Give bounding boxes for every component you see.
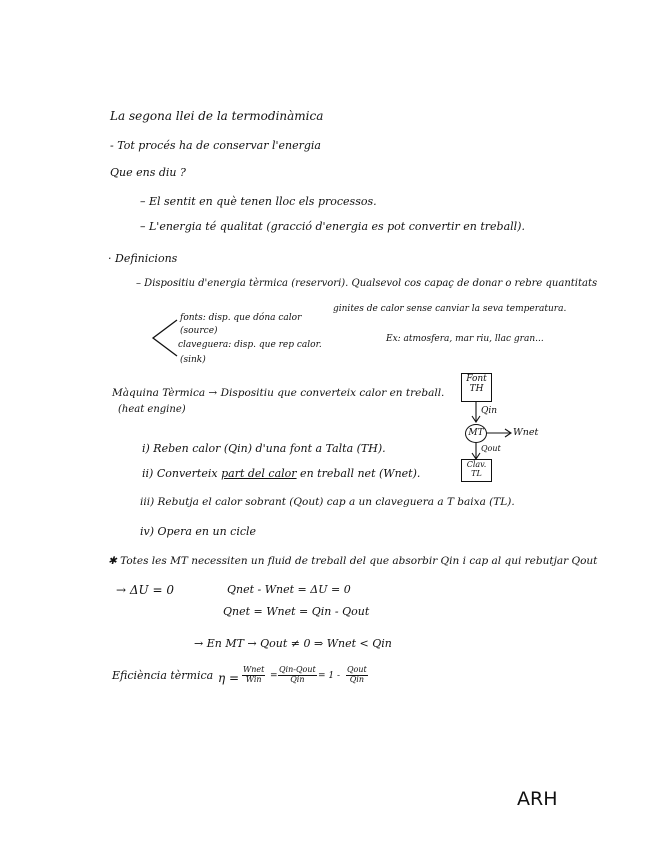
hot-source-temp: TH <box>469 384 484 395</box>
item-two-underlined: part del calor <box>221 467 297 480</box>
efficiency-symbol: η = <box>218 671 240 685</box>
definition-continued: ginites de calor sense canviar la seva temperatura. <box>333 304 567 314</box>
net-work-label: Wnet <box>513 427 539 438</box>
item-two-end: en treball net (Wnet). <box>296 467 421 480</box>
hot-source-label: Font <box>466 374 487 384</box>
fraction-heat-denominator: Qin <box>290 674 305 684</box>
hot-source-box <box>461 373 492 402</box>
question-line: Que ens diu ? <box>110 166 186 179</box>
author-initials: ARH <box>517 788 558 810</box>
delta-u-equation: → ΔU = 0 <box>116 583 174 597</box>
item-one: i) Reben calor (Qin) d'una font a Talta (TH). <box>142 442 386 455</box>
fraction-work-denominator: Win <box>245 674 262 684</box>
net-work-equation: Qnet = Wnet = Qin - Qout <box>223 605 370 618</box>
definition-reservoir: – Dispositiu d'energia tèrmica (reservori). Qualsevol cos capaç de donar o rebre quantitats <box>136 278 598 289</box>
efficiency-one-minus: = 1 - <box>318 671 341 681</box>
energy-conservation-line: - Tot procés ha de conservar l'energia <box>110 139 321 152</box>
fraction-heat-numerator: Qin-Qout <box>279 665 316 674</box>
heat-out-label: Qout <box>481 444 501 453</box>
fraction-ratio-denominator: Qin <box>349 674 365 684</box>
heat-engine-inequality: → En MT → Qout ≠ 0 ⇒ Wnet < Qin <box>194 637 392 650</box>
first-law-equation: Qnet - Wnet = ΔU = 0 <box>227 583 351 596</box>
item-two-start: ii) Converteix <box>142 467 222 480</box>
bullet-sense: – El sentit en què tenen lloc els processos. <box>140 195 377 208</box>
sink-definition: claveguera: disp. que rep calor. <box>178 340 322 350</box>
item-four: iv) Opera en un cicle <box>140 525 257 538</box>
sink-label: (sink) <box>180 355 206 365</box>
source-definition: fonts: disp. que dóna calor <box>180 313 302 323</box>
efficiency-equals: = <box>270 671 278 681</box>
item-three: iii) Rebutja el calor sobrant (Qout) cap a un claveguera a T baixa (TL). <box>140 496 515 508</box>
page-title: La segona llei de la termodinàmica <box>110 109 324 123</box>
efficiency-fraction-work <box>242 666 265 685</box>
efficiency-fraction-heat <box>278 666 317 685</box>
fraction-ratio-numerator: Qout <box>347 665 367 674</box>
heat-engine-english: (heat engine) <box>118 404 186 415</box>
source-label: (source) <box>180 326 218 336</box>
efficiency-fraction-ratio <box>346 666 368 685</box>
heat-engine-definition: Màquina Tèrmica → Dispositiu que converteix calor en treball. <box>112 387 445 399</box>
bullet-quality: – L'energia té qualitat (gracció d'energia es pot convertir en treball). <box>140 220 525 233</box>
item-two <box>142 468 420 479</box>
heat-engine-node: MT <box>465 424 487 443</box>
cold-sink-box <box>461 459 492 482</box>
cold-sink-temp: TL <box>471 469 482 479</box>
fraction-work-numerator: Wnet <box>243 665 265 674</box>
heat-in-label: Qin <box>481 406 498 416</box>
definitions-heading: · Definicions <box>108 252 178 265</box>
working-fluid-note: ✱ Totes les MT necessiten un fluid de treball del que absorbir Qin i cap al qui rebutjar Qout <box>108 555 598 567</box>
efficiency-label: Eficiència tèrmica <box>112 669 214 682</box>
reservoir-examples: Ex: atmosfera, mar riu, llac gran... <box>386 334 544 344</box>
cold-sink-label: Clav. <box>466 460 487 469</box>
